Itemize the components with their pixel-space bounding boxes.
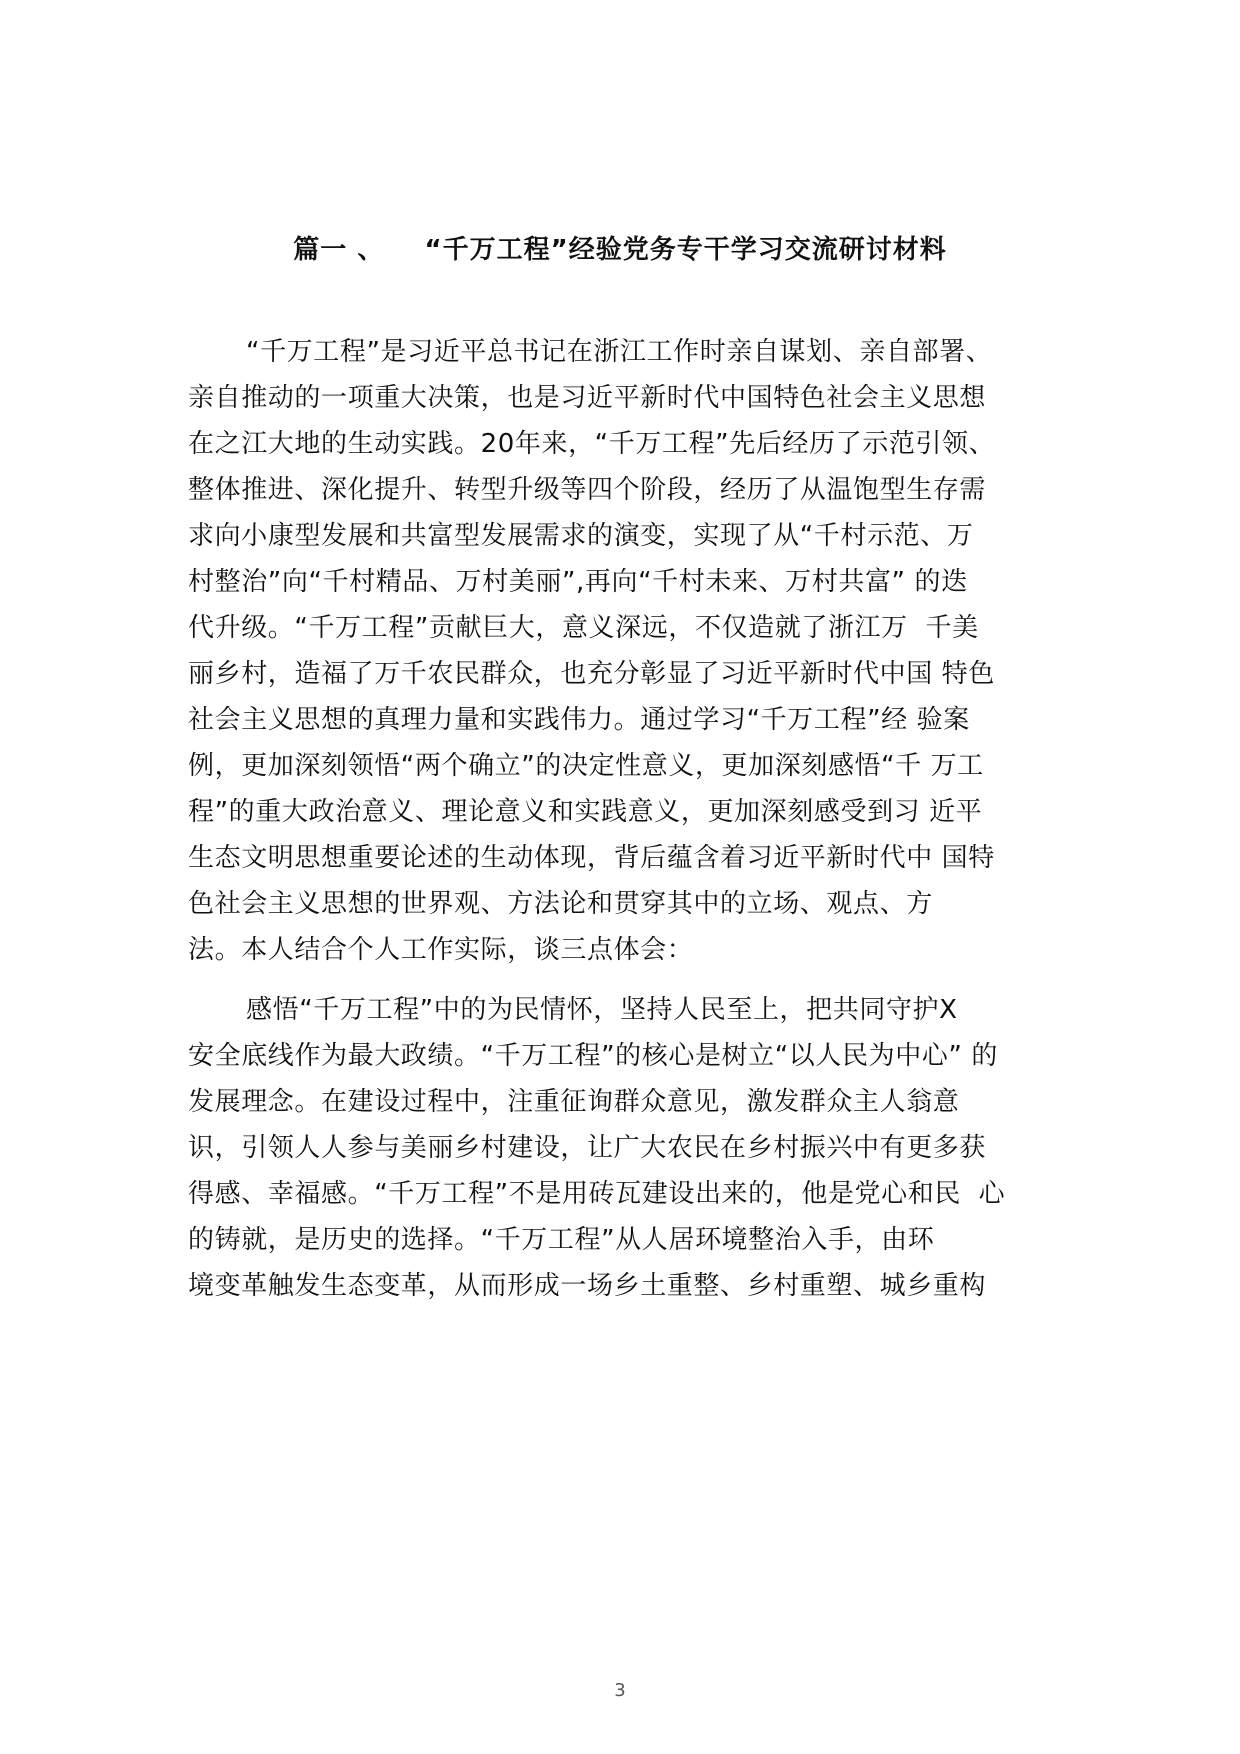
document-title: 篇一 、 “千万工程”经验党务专干学习交流研讨材料 <box>293 235 947 265</box>
paragraph-1-line-2: 亲自推动的一项重大决策，也是习近平新时代中国特色社会主义思想 <box>188 383 987 413</box>
paragraph-1-line-4: 整体推进、深化提升、转型升级等四个阶段，经历了从温饱型生存需 <box>188 475 987 505</box>
paragraph-2-line-1: 感悟“千万工程”中的为民情怀，坚持人民至上，把共同守护X <box>246 995 958 1025</box>
paragraph-1-line-9: 社会主义思想的真理力量和实践伟力。通过学习“千万工程”经 验案 <box>188 705 970 735</box>
paragraph-1-line-13: 色社会主义思想的世界观、方法论和贯穿其中的立场、观点、方 <box>188 889 933 919</box>
paragraph-1-line-3: 在之江大地的生动实践。20年来，“千万工程”先后经历了示范引领、 <box>188 429 996 459</box>
paragraph-1-line-10: 例，更加深刻领悟“两个确立”的决定性意义，更加深刻感悟“千 万工 <box>188 751 984 781</box>
paragraph-1-line-7: 代升级。“千万工程”贡献巨大，意义深远，不仅造就了浙江万 千美 <box>188 613 979 643</box>
paragraph-2-line-4: 识，引领人人参与美丽乡村建设，让广大农民在乡村振兴中有更多获 <box>188 1133 987 1163</box>
page-number: 3 <box>614 1680 626 1701</box>
paragraph-1-line-5: 求向小康型发展和共富型发展需求的演变，实现了从“千村示范、万 <box>188 521 974 551</box>
paragraph-1-line-14: 法。本人结合个人工作实际，谈三点体会： <box>188 935 694 965</box>
paragraph-2-line-7: 境变革触发生态变革，从而形成一场乡土重整、乡村重塑、城乡重构 <box>188 1271 987 1301</box>
paragraph-1-line-1: “千万工程”是习近平总书记在浙江工作时亲自谋划、亲自部署、 <box>246 337 993 367</box>
paragraph-2-line-2: 安全底线作为最大政绩。“千万工程”的核心是树立“以人民为中心” 的 <box>188 1041 998 1071</box>
paragraph-1-line-11: 程”的重大政治意义、理论意义和实践意义，更加深刻感受到习 近平 <box>188 797 983 827</box>
paragraph-1-line-8: 丽乡村，造福了万千农民群众，也充分彰显了习近平新时代中国 特色 <box>188 659 995 689</box>
paragraph-2-line-5: 得感、幸福感。“千万工程”不是用砖瓦建设出来的，他是党心和民 心 <box>188 1179 1006 1209</box>
paragraph-1-line-12: 生态文明思想重要论述的生动体现，背后蕴含着习近平新时代中 国特 <box>188 843 995 873</box>
paragraph-1-line-6: 村整治”向“千村精品、万村美丽”,再向“千村未来、万村共富” 的迭 <box>188 567 968 597</box>
paragraph-2-line-6: 的铸就，是历史的选择。“千万工程”从人居环境整治入手，由环 <box>188 1225 935 1255</box>
paragraph-2-line-3: 发展理念。在建设过程中，注重征询群众意见，激发群众主人翁意 <box>188 1087 960 1117</box>
